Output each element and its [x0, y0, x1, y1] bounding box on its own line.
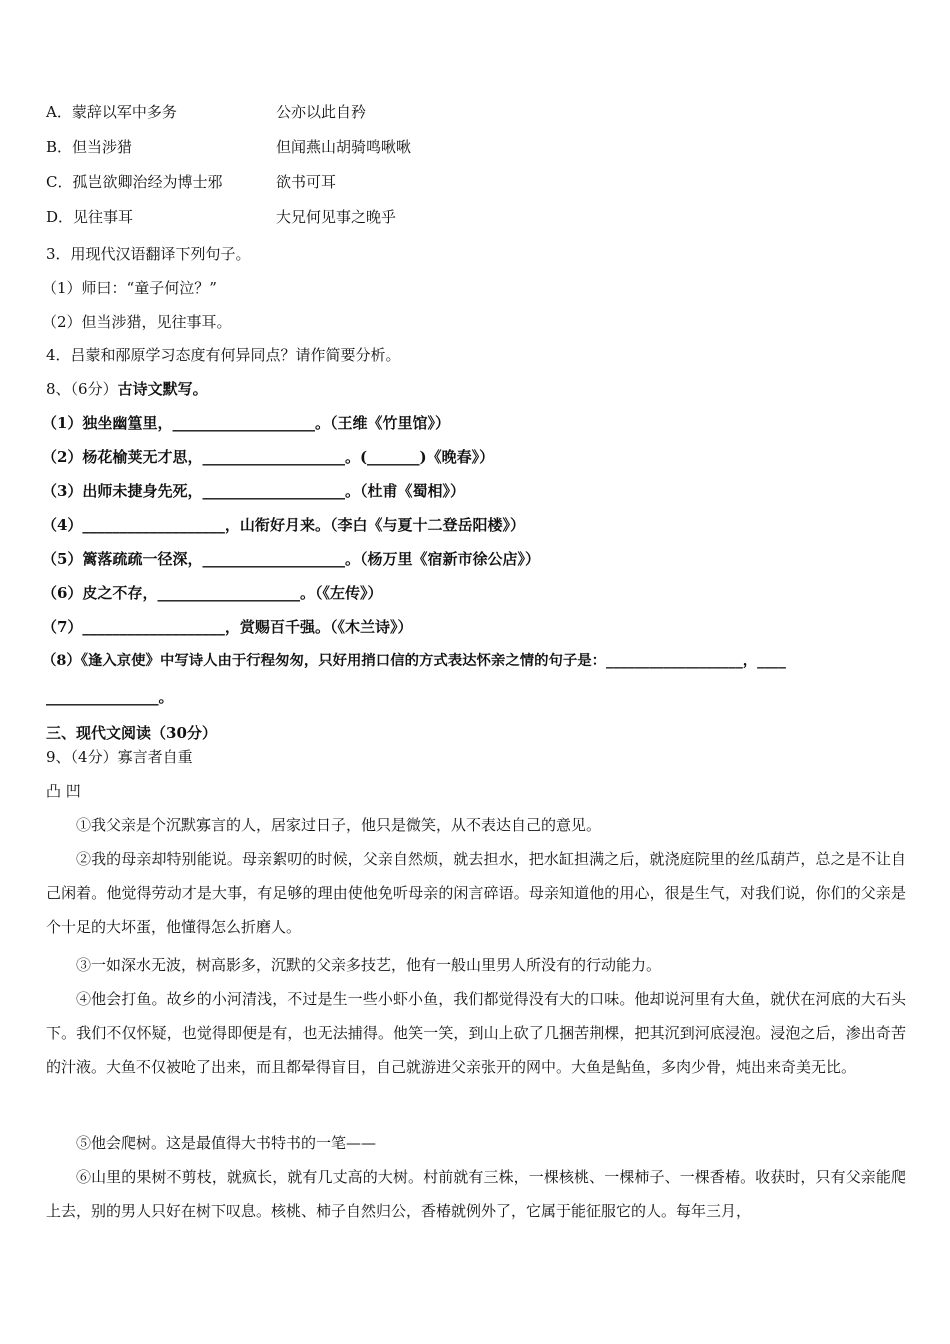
paragraph-6: ⑥山里的果树不剪枝，就疯长，就有几丈高的大树。村前就有三株，一棵核桃、一棵柿子、一棵香椿。收获时，只有父亲能爬上去，别的男人只好在树下叹息。核桃、柿子自然归公，香椿就例外了，它属于能征服它的人。每年三月，	[46, 1168, 906, 1220]
option-b-right: 但闻燕山胡骑鸣啾啾	[276, 138, 412, 156]
q3-title: 3．用现代汉语翻译下列句子。	[46, 245, 251, 263]
q8-item-5: （5）篱落疏疏一径深，___________________。（杨万里《宿新市徐公店》）	[42, 550, 540, 568]
q8-item-2: （2）杨花榆荚无才思，___________________。(_______)《晚春》）	[42, 448, 495, 466]
q8-item-1: （1）独坐幽篁里，___________________。（王维《竹里馆》）	[42, 414, 450, 432]
paragraph-2: ②我的母亲却特别能说。母亲絮叨的时候，父亲自然烦，就去担水，把水缸担满之后，就浇庭院里的丝瓜葫芦，总之是不让自己闲着。他觉得劳动才是大事，有足够的理由使他免听母亲的闲言碎语。母亲知道他的用心，很是生气，对我们说，你们的父亲是个十足的大坏蛋，他懂得怎么折磨人。	[46, 850, 906, 936]
q8-item-8-cont: _______________。	[46, 688, 174, 706]
q8-title: 8、（6分）古诗文默写。	[46, 380, 208, 398]
q3-sentence-1: （1）师曰：“童子何泣？”	[42, 279, 217, 297]
paragraph-3: ③一如深水无波，树高影多，沉默的父亲多技艺，他有一般山里男人所没有的行动能力。	[76, 956, 662, 974]
option-d: D．见往事耳	[46, 208, 134, 226]
q8-item-3: （3）出师未捷身先死，___________________。（杜甫《蜀相》）	[42, 482, 465, 500]
q4-title: 4．吕蒙和邴原学习态度有何异同点？请作简要分析。	[46, 346, 401, 364]
q8-item-6: （6）皮之不存，___________________。（《左传》）	[42, 584, 383, 602]
paragraph-4: ④他会打鱼。故乡的小河清浅，不过是生一些小虾小鱼，我们都觉得没有大的口味。他却说河里有大鱼，就伏在河底的大石头下。我们不仅怀疑，也觉得即便是有，也无法捕得。他笑一笑，到山上砍了几捆苦荆棵，把其沉到河底浸泡。浸泡之后，渗出奇苦的汁液。大鱼不仅被呛了出来，而且都晕得盲目，自己就游进父亲张开的网中。大鱼是鲇鱼，多肉少骨，炖出来奇美无比。	[46, 990, 906, 1076]
section-heading: 三、现代文阅读（30分）	[46, 724, 217, 742]
option-a: A．蒙辞以军中多务	[46, 103, 177, 121]
option-b: B．但当涉猎	[46, 138, 133, 156]
article-author: 凸 凹	[46, 782, 81, 800]
paragraph-5: ⑤他会爬树。这是最值得大书特书的一笔——	[76, 1134, 377, 1152]
q8-item-7: （7）___________________，赏赐百千强。（《木兰诗》）	[42, 618, 413, 636]
option-c: C．孤岂欲卿治经为博士邪	[46, 173, 223, 191]
option-c-right: 欲书可耳	[276, 173, 337, 191]
q9-title: 9、（4分）寡言者自重	[46, 748, 193, 766]
option-d-right: 大兄何见事之晚乎	[276, 208, 397, 226]
q8-item-4: （4）___________________，山衔好月来。（李白《与夏十二登岳阳楼》）	[42, 516, 525, 534]
paragraph-1: ①我父亲是个沉默寡言的人，居家过日子，他只是微笑，从不表达自己的意见。	[76, 816, 602, 834]
q3-sentence-2: （2）但当涉猎，见往事耳。	[42, 313, 232, 331]
q8-item-8: （8）《逢入京使》中写诗人由于行程匆匆，只好用捎口信的方式表达怀亲之情的句子是：___________________，____	[42, 652, 786, 669]
option-a-right: 公亦以此自矜	[276, 103, 367, 121]
